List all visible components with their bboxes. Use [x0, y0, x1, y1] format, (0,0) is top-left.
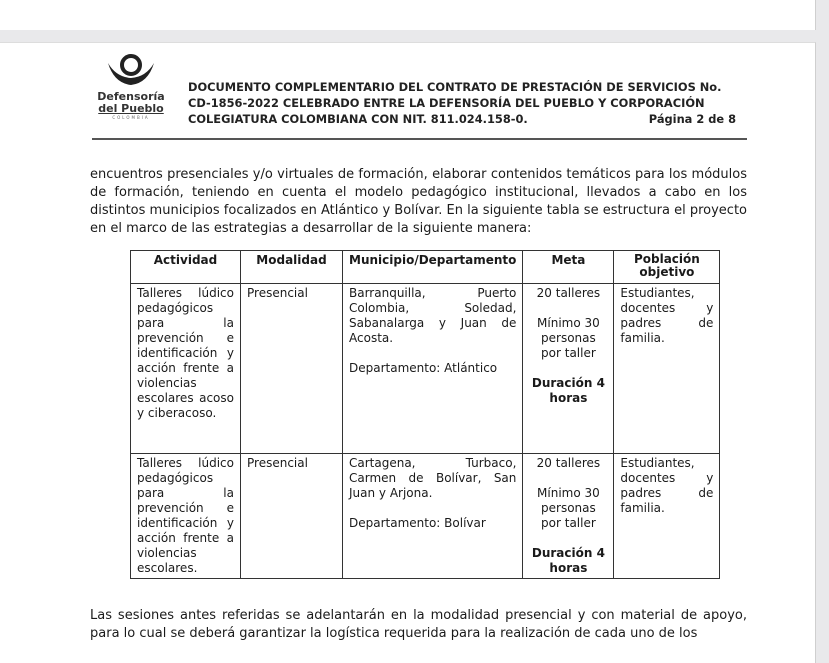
hands-logo-icon — [104, 53, 158, 87]
activities-table — [130, 250, 720, 579]
cell-actividad: Talleres lúdico pedagógicos para la prevención e identificación y acción frente a violencias escolares. — [131, 454, 241, 579]
cell-modalidad: Presencial — [241, 284, 343, 454]
document-header — [188, 79, 736, 127]
col-municipio: Municipio/Departamento — [343, 251, 523, 284]
col-actividad: Actividad — [131, 251, 241, 284]
cell-municipios: Cartagena, Turbaco, Carmen de Bolívar, San Juan y Arjona. — [349, 456, 517, 500]
intro-paragraph: encuentros presenciales y/o virtuales de formación, elaborar contenidos temáticos para los módulos de formación, teniendo en cuenta el modelo pedagógico institucional, llevados a cabo en los distintos municipios focalizados en Atlántico y Bolívar. En la siguiente tabla se estructura el proyecto en el marco de las estrategias a desarrollar de la siguiente manera: — [90, 167, 747, 236]
logo-line2: del Pueblo — [98, 102, 164, 115]
closing-paragraph: Las sesiones antes referidas se adelantarán en la modalidad presencial y con material de apoyo, para lo cual se deberá garantizar la logística requerida para la realización de cada uno de los — [90, 608, 747, 641]
table-row — [131, 454, 720, 579]
header-title: DOCUMENTO COMPLEMENTARIO DEL CONTRATO DE PRESTACIÓN DE SERVICIOS No. CD-1856-2022 CELEBRADO ENTRE LA DEFENSORÍA DEL PUEBLO Y CORPORACIÓN COLEGIATURA COLOMBIANA CON NIT. 811.024.158-0. — [188, 80, 722, 126]
cell-departamento: Departamento: Atlántico — [349, 361, 498, 375]
meta-personas: Mínimo 30 personas por taller — [537, 316, 600, 360]
document-page — [0, 42, 816, 663]
previous-page — [0, 0, 816, 30]
meta-talleres: 20 talleres — [536, 286, 601, 300]
cell-actividad: Talleres lúdico pedagógicos para la prevención e identificación y acción frente a violencias escolares acoso y ciberacoso. — [131, 284, 241, 454]
cell-poblacion: Estudiantes, docentes y padres de familia. — [614, 454, 720, 579]
page-number: Página 2 de 8 — [648, 112, 736, 126]
logo-country: COLOMBIA — [112, 115, 150, 120]
logo-line1: Defensoría — [97, 90, 165, 103]
col-modalidad: Modalidad — [241, 251, 343, 284]
cell-modalidad: Presencial — [241, 454, 343, 579]
col-poblacion: Población objetivo — [614, 251, 720, 284]
meta-talleres: 20 talleres — [536, 456, 601, 470]
table-header — [131, 251, 720, 284]
cell-municipios: Barranquilla, Puerto Colombia, Soledad, Sabanalarga y Juan de Acosta. — [349, 286, 517, 345]
meta-duracion: Duración 4 horas — [531, 376, 605, 405]
logo — [96, 53, 166, 120]
col-meta: Meta — [523, 251, 614, 284]
cell-departamento: Departamento: Bolívar — [349, 516, 486, 530]
header-divider — [92, 138, 747, 140]
meta-duracion: Duración 4 horas — [531, 546, 605, 575]
meta-personas: Mínimo 30 personas por taller — [537, 486, 600, 530]
table-row — [131, 284, 720, 454]
cell-poblacion: Estudiantes, docentes y padres de familia. — [614, 284, 720, 454]
